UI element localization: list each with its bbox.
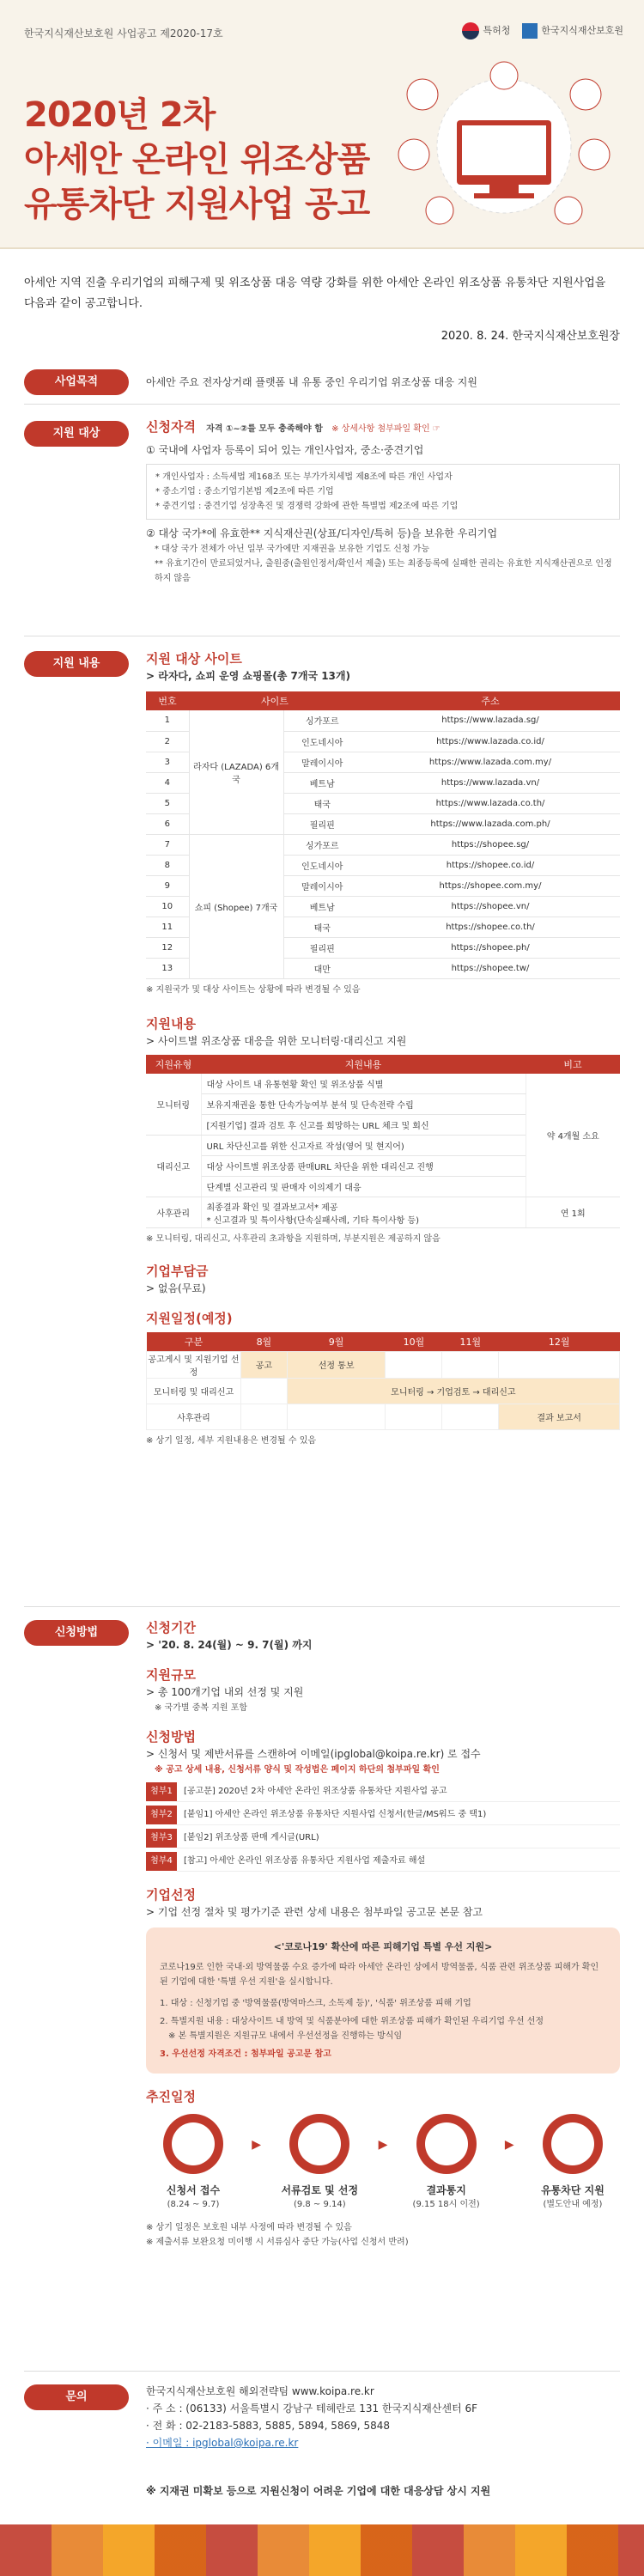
covid-item-2: 2. 특별지원 내용 : 대상사이트 내 방역 및 식품분야에 대한 위조상품 피해가 확인된 우리기업 우선 선정 — [160, 2017, 544, 2026]
sites-sub: > 라자다, 쇼피 운영 쇼핑몰(총 7개국 13개) — [146, 670, 350, 682]
contact-email[interactable]: · 이메일 : ipglobal@koipa.re.kr — [146, 2437, 299, 2449]
method-note: ※ 공고 상세 내용, 신청서류 양식 및 작성법은 페이지 하단의 첨부파일 확인 — [155, 1765, 440, 1775]
burden-text: > 없음(무료) — [146, 1282, 206, 1294]
scale-heading: 지원규모 — [146, 1667, 196, 1683]
arrow-icon: ▶ — [504, 2138, 514, 2152]
footer-decoration — [0, 2524, 644, 2576]
phone-icon — [416, 2114, 477, 2174]
site-row: 6 필리핀 https://www.lazada.com.ph/ — [146, 813, 620, 834]
notice-number: 한국지식재산보호원 사업공고 제2020-17호 — [24, 27, 223, 40]
support-label: 지원 내용 — [24, 651, 129, 677]
arrow-icon: ▶ — [378, 2138, 388, 2152]
target-label: 지원 대상 — [24, 421, 129, 447]
divider — [24, 404, 620, 405]
select-text: > 기업 선정 절차 및 평가기준 관련 상세 내용은 첨부파일 공고문 본문 참고 — [146, 1906, 483, 1918]
scale-text: > 총 100개기업 내외 선정 및 지원 — [146, 1686, 304, 1698]
pencil-icon — [163, 2114, 223, 2174]
site-row: 4 베트남 https://www.lazada.vn/ — [146, 772, 620, 793]
divider — [24, 1606, 620, 1607]
sched-note: ※ 상기 일정, 세부 지원내용은 변경될 수 있음 — [146, 1435, 317, 1446]
method-text: > 신청서 및 제반서류를 스캔하여 이메일(ipglobal@koipa.re.kr) 로 접수 — [146, 1748, 481, 1760]
proc-note-2: ※ 제출서류 보완요청 미이행 시 서류심사 중단 가능(사업 신청서 반려) — [146, 2238, 409, 2247]
proc-step-support: 유통차단 지원 (별도안내 예정) — [526, 2114, 620, 2212]
site-row: 12 필리핀 https://shopee.ph/ — [146, 937, 620, 958]
sites-heading: 지원 대상 사이트 — [146, 651, 242, 667]
kipo-emblem-icon — [462, 22, 479, 40]
target-notes-1: * 개인사업자 : 소득세법 제168조 또는 부가가치세법 제8조에 따른 개인 사업자 * 중소기업 : 중소기업기본법 제2조에 따른 기업 * 중견기업 : 중견기업 성장촉진 및 경쟁력 강화에 관한 특별법 제2조에 따른 기업 — [146, 464, 620, 520]
apply-content — [146, 1618, 620, 2250]
site-row: 1 라자다 (LAZADA) 6개국 싱가포르 https://www.lazada.sg/ — [146, 710, 620, 731]
covid-item-3: 3. 우선선정 자격조건 : 첨부파일 공고문 참고 — [160, 2049, 331, 2059]
contact-tel: · 전 화 : 02-2183-5883, 5885, 5894, 5869, 5848 — [146, 2420, 390, 2432]
site-row: 13 대만 https://shopee.tw/ — [146, 958, 620, 978]
attachment-item[interactable]: 첨부3 [붙임2] 위조상품 판매 게시글(URL) — [146, 1829, 620, 1848]
koipa-emblem-icon — [522, 23, 538, 39]
contact-addr: · 주 소 : (06133) 서울특별시 강남구 테헤란로 131 한국지식재산센터 6F — [146, 2402, 478, 2415]
purpose-text: 아세안 주요 전자상거래 플랫폼 내 유통 중인 우리기업 위조상품 대응 지원 — [146, 376, 477, 388]
method-heading: 신청방법 — [146, 1729, 196, 1745]
target-cond-note[interactable]: ※ 상세사항 첨부파일 확인 ☞ — [331, 424, 440, 434]
proc-step-notify: 결과통지 (9.15 18시 이전) — [399, 2114, 494, 2212]
site-row: 7 쇼피 (Shopee) 7개국 싱가포르 https://shopee.sg/ — [146, 834, 620, 855]
kipo-logo: 특허청 — [462, 22, 510, 40]
sites-table: 번호 사이트 주소 1 라자다 (LAZADA) 6개국 싱가포르 https://www.lazada.sg/ 2 인도네시아 https://www.lazada.co.id/ 3 말레이시아 https://www.lazada.com.my/ 4 베트남 https://www.lazada.vn/ 5 태국 https://www.lazada.co.th/ 6 필리핀 https://www.lazada.com.ph/ 7 쇼피 (Shopee) 7개국 싱가포르 https://shopee.sg/ 8 인도네시아 https://shopee.co.id/ 9 말레이시아 https://shopee.com.my/ 10 베트남 https://shopee.vn/ 11 태국 https://shopee.co.th/ 12 필리핀 https://shopee.ph/ 13 대만 https://shopee.tw/ — [146, 691, 620, 979]
site-row: 5 태국 https://www.lazada.co.th/ — [146, 793, 620, 813]
page-title: 2020년 2차 아세안 온라인 위조상품 유통차단 지원사업 공고 — [24, 95, 370, 224]
page-header — [0, 0, 644, 249]
covid-box-title: <'코로나19' 확산에 따른 피해기업 특별 우선 지원> — [273, 1941, 493, 1952]
purpose-section — [0, 352, 644, 404]
proc-step-review: 서류검토 및 선정 (9.8 ~ 9.14) — [272, 2114, 367, 2212]
support-content — [146, 649, 620, 1448]
sched-heading: 지원일정(예정) — [146, 1311, 233, 1326]
proc-heading: 추진일정 — [146, 2089, 196, 2104]
target-cond: 자격 ①~②를 모두 충족해야 함 — [206, 424, 323, 434]
covid-item-1: 1. 대상 : 신청기업 중 '방역물품(방역마스크, 소독제 등)', '식품' 위조상품 피해 기업 — [160, 1999, 471, 2008]
content-heading: 지원내용 — [146, 1015, 196, 1032]
content-table: 지원유형 지원내용 비고 모니터링 대상 사이트 내 유통현황 확인 및 위조상품 식별 약 4개월 소요 보유지재권을 통한 단속가능여부 분석 및 단속전략 수립 [지원기업] 결과 검토 후 신고를 희망하는 URL 체크 및 회신 대리신고 URL 차단신고를 위한 신고자료 작성(영어 및 현지어) 대상 사이트별 위조상품 판매URL 차단을 위한 대리신고 진행 단계별 신고관리 및 판매자 이의제기 대응 사후관리 최종결과 확인 및 결과보고서* 제공 * 신고결과 및 특이사항(단속실패사례, 기타 특이사항 등) 연 1회 — [146, 1055, 620, 1229]
content-note: ※ 모니터링, 대리신고, 사후관리 초과항을 지원하며, 부분지원은 제공하지 않음 — [146, 1234, 440, 1244]
attachment-item[interactable]: 첨부4 [참고] 아세안 온라인 위조상품 유통차단 지원사업 제출자료 해설 — [146, 1852, 620, 1872]
target-content — [146, 417, 620, 586]
covid-box-text: 코로나19로 인한 국내·외 방역물품 수요 증가에 따라 아세안 온라인 상에서 방역물품, 식품 관련 위조상품 피해가 확인된 기업에 대한 '특별 우선 지원'을 실시합니다. — [160, 1963, 599, 1987]
site-row: 10 베트남 https://shopee.vn/ — [146, 896, 620, 917]
arrow-icon: ▶ — [252, 2138, 262, 2152]
content-sub: > 사이트별 위조상품 대응을 위한 모니터링·대리신고 지원 — [146, 1034, 407, 1047]
logos — [462, 22, 623, 40]
site-row: 2 인도네시아 https://www.lazada.co.id/ — [146, 731, 620, 752]
proc-steps — [146, 2114, 620, 2212]
target-note-2b: ** 유효기간이 만료되었거나, 출원중(출원인정서/확인서 제출) 또는 최종등록에 실패한 권리는 유효한 지식재산권으로 인정하지 않음 — [155, 559, 612, 583]
contact-note: ※ 지재권 미확보 등으로 지원신청이 어려운 기업에 대한 대응상담 상시 지원 — [146, 2485, 491, 2497]
purpose-label: 사업목적 — [24, 369, 129, 395]
proc-step-apply: 신청서 접수 (8.24 ~ 9.7) — [146, 2114, 240, 2212]
attachment-item[interactable]: 첨부1 [공고문] 2020년 2차 아세안 온라인 위조상품 유통차단 지원사업 공고 — [146, 1782, 620, 1802]
target-item-2: ② 대상 국가*에 유효한** 지식재산권(상표/디자인/특허 등)을 보유한 우리기업 — [146, 527, 498, 539]
select-heading: 기업선정 — [146, 1887, 196, 1903]
intro — [0, 249, 644, 347]
sched-table: 구분 8월 9월 10월 11월 12월 공고게시 및 지원기업 선정 공고 선정 통보 모니터링 및 대리신고 모니터링 → 기업검토 → 대리신고 사후관리 결과 보고서 — [146, 1332, 620, 1430]
target-heading: 신청자격 — [146, 419, 196, 435]
covid-box — [146, 1927, 620, 2074]
apply-label: 신청방법 — [24, 1620, 129, 1646]
koipa-logo: 한국지식재산보호원 — [522, 23, 623, 39]
target-item-1: ① 국내에 사업자 등록이 되어 있는 개인사업자, 중소·중견기업 — [146, 444, 424, 456]
site-row: 11 태국 https://shopee.co.th/ — [146, 917, 620, 937]
divider — [24, 2371, 620, 2372]
covid-item-2-note: ※ 본 특별지원은 지원규모 내에서 우선선정을 진행하는 방식임 — [168, 2031, 403, 2041]
site-row: 8 인도네시아 https://shopee.co.id/ — [146, 855, 620, 875]
site-row: 9 말레이시아 https://shopee.com.my/ — [146, 875, 620, 896]
proc-note-1: ※ 상기 일정은 보호원 내부 사정에 따라 변경될 수 있음 — [146, 2223, 352, 2232]
contact-content — [146, 2383, 620, 2451]
magnifier-icon — [289, 2114, 349, 2174]
period-text: > '20. 8. 24(월) ~ 9. 7(월) 까지 — [146, 1639, 313, 1651]
target-note-2a: * 대상 국가 전체가 아닌 일부 국가에만 지재권을 보유한 기업도 신청 가능 — [155, 545, 430, 554]
period-heading: 신청기간 — [146, 1620, 196, 1635]
attachment-list — [146, 1782, 620, 1872]
scale-note: ※ 국가별 중복 지원 포함 — [155, 1703, 248, 1713]
attachment-item[interactable]: 첨부2 [붙임1] 아세안 온라인 위조상품 유통차단 지원사업 신청서(한글/MS워드 중 택1) — [146, 1806, 620, 1825]
contact-org[interactable]: 한국지식재산보호원 해외전략팀 www.koipa.re.kr — [146, 2385, 374, 2397]
computer-icon — [543, 2114, 603, 2174]
site-row: 3 말레이시아 https://www.lazada.com.my/ — [146, 752, 620, 772]
sites-note: ※ 지원국가 및 대상 사이트는 상황에 따라 변경될 수 있음 — [146, 984, 361, 995]
target-section — [0, 412, 644, 636]
ecommerce-illustration — [388, 60, 620, 232]
intro-text: 아세안 지역 진출 우리기업의 피해구제 및 위조상품 대응 역량 강화를 위한 아세안 온라인 위조상품 유통차단 지원사업을 다음과 같이 공고합니다. — [24, 277, 606, 310]
contact-label: 문의 — [24, 2384, 129, 2410]
burden-heading: 기업부담금 — [146, 1264, 209, 1279]
intro-date: 2020. 8. 24. 한국지식재산보호원장 — [440, 330, 620, 343]
